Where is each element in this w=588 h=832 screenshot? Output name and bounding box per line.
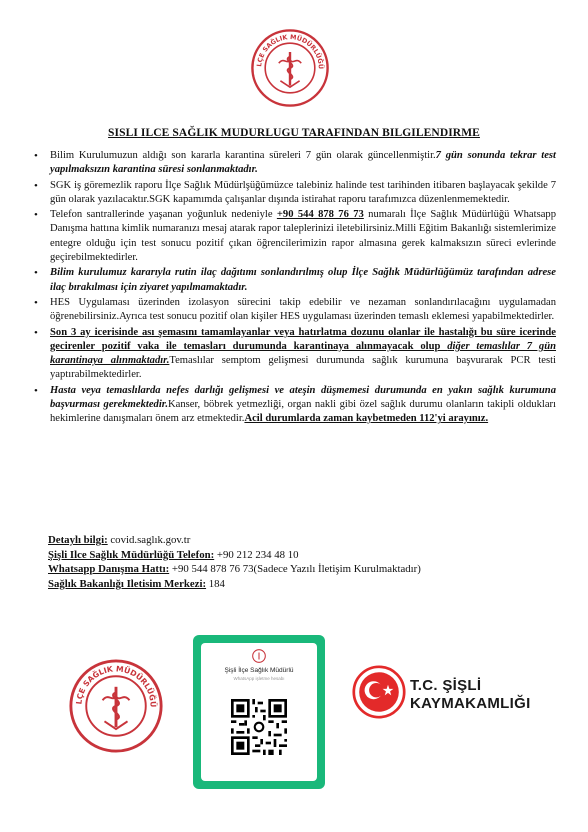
kaymakamlik-logo bbox=[352, 665, 552, 735]
whatsapp-number[interactable]: +90 544 878 76 73 bbox=[276, 209, 364, 221]
kaymakamlik-text: T.C. ŞİŞLİ KAYMAKAMLIĞI bbox=[410, 677, 531, 712]
crescent-star-icon bbox=[352, 665, 406, 719]
saglik-mudurlugu-seal-icon bbox=[250, 28, 330, 108]
saglik-mudurlugu-seal-icon bbox=[68, 658, 164, 754]
svg-text:İLÇE SAĞLIK MÜDÜRLÜĞÜ: LÇE SAĞLIK MÜDÜRLÜĞÜ bbox=[255, 33, 325, 70]
qr-business-name: Şişli İlçe Sağlık Müdürlü bbox=[224, 667, 294, 674]
list-item: • Son 3 ay icerisinde ası şemasını tamamlayanlar veya hatırlatma dozunu olanlar ile hastalığı bu süre icerinde gecirenler pozitif vaka ile temasları durumunda karantinaya alınmayacak olup diğer temaslılar 7 gün karantinaya alınmaktadır.Temaslılar semptom gelişmesi durumunda sağlık kurumuna başvurarak PCR testi yaptırabilmektedirler. bbox=[34, 326, 556, 383]
contact-phone: Şişli Ilce Sağlık Müdürlüğü Telefon: +90 212 234 48 10 bbox=[48, 548, 299, 561]
list-item: • Telefon santrallerinde yaşanan yoğunluk nedeniyle +90 544 878 76 73 numaralı İlçe Sağlık Müdürlüğü Whatsapp Danışma hattına kimlik numaranızı mesaj atarak rapor taleplerinizi iletebilirsiniz.Milli Eğitim Bakanlığı sistemlerimize entegre olduğu için test sonucu pozitif çıkan öğrencilerimizin rapor almasına gerek kalmaksızın süreci evlerinde geçirebilmektedirler. bbox=[34, 208, 556, 265]
list-item: • SGK iş göremezlik raporu İlçe Sağlık Müdürlşüğümüzce talebiniz halinde test tarihinden itibaren başlayacak şekilde 7 gün olarak yazılacaktır.SGK kapamımda çalışanlar dışında istirahat raporu tarafımızca düzenlenmemektedir. bbox=[34, 179, 556, 208]
qr-code[interactable] bbox=[231, 699, 287, 755]
contact-ministry: Sağlık Bakanlığı Iletisim Merkezi: 184 bbox=[48, 577, 225, 590]
qr-card-inner bbox=[201, 643, 317, 781]
contact-detail: Detaylı bilgi: covid.saglık.gov.tr bbox=[48, 534, 191, 546]
list-item: • HES Uygulaması üzerinden izolasyon sürecini takip edebilir ve nezaman sonlandırılacağını uygulamadan öğrenebilirsiniz.Ayrıca test sonucu pozitif olan kişiler HES uygulaması üzerinden temaslı eklemesi yapabilmektedirler. bbox=[34, 296, 556, 325]
page-title: SISLI ILCE SAĞLIK MUDURLUGU TARAFINDAN BILGILENDIRME bbox=[108, 127, 480, 139]
list-item: • Bilim kurulumuz kararıyla rutin ilaç dağıtımı sonlandırılmış olup İlçe Sağlık Müdürlüğümüz tarafından adrese ilaç bırakılması için ziyaret yapılmamaktadır. bbox=[34, 266, 556, 295]
list-item: • Hasta veya temaslılarda nefes darlığı gelişmesi ve ateşin düşmemesi durumunda en yakın sağlık kurumuna başvurması gerekmektedir.Kanser, böbrek yetmezliği, organ nakli gibi özel sağlık durumu olanların takipli oldukları hekimlerine danışmaları önem arz etmektedir.Acil durumlarda zaman kaybetmeden 112'yi arayınız. bbox=[34, 384, 556, 427]
list-item: • Bilim Kurulumuzun aldığı son kararla karantina süreleri 7 gün olarak güncellenmiştir.7 gün sonunda tekrar test yapılmaksızın karantina süresi sonlanmaktadır. bbox=[34, 149, 556, 178]
qr-subtitle: WhatsApp işletme hesabı bbox=[233, 676, 285, 681]
svg-text:İLÇE SAĞLIK MÜDÜRLÜĞÜ: LÇE SAĞLIK MÜDÜRLÜĞÜ bbox=[74, 664, 158, 708]
contact-whatsapp: Whatsapp Danışma Hattı: +90 544 878 76 73(Sadece Yazılı İletişim Kurulmaktadır) bbox=[48, 563, 421, 576]
info-list bbox=[34, 149, 556, 428]
whatsapp-qr-card[interactable] bbox=[193, 635, 325, 789]
contact-info bbox=[48, 533, 421, 591]
ministry-mini-logo-icon bbox=[252, 649, 266, 663]
